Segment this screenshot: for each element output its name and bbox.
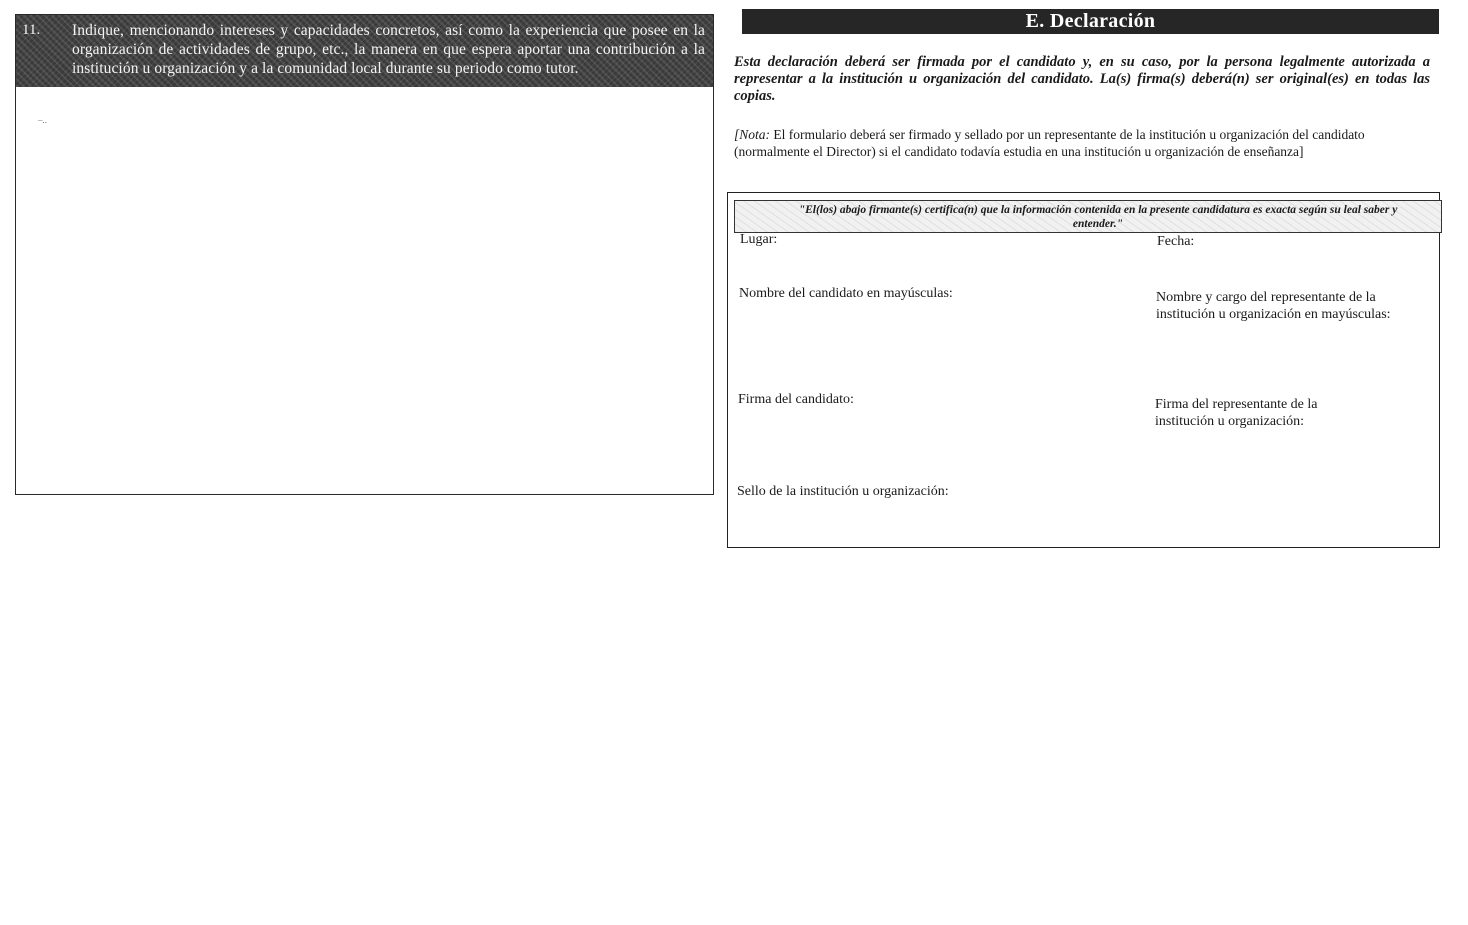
seal-field[interactable]: Sello de la institución u organización: [737,484,949,499]
answer-area[interactable] [16,87,713,494]
scan-speck-mark: –.. [38,115,47,125]
representative-signature-field[interactable]: Firma del representante de la institución u organización: [1155,397,1318,429]
question-11-prompt: Indique, mencionando intereses y capacidades concretos, así como la experiencia que posee en la organización de actividades de grupo, etc., la manera en que espera aportar una contribución a la institución u organización y a la comunidad local durante su periodo como tutor. [72,22,705,77]
note-label: [Nota: [734,127,771,142]
candidate-signature-field[interactable]: Firma del candidato: [738,392,854,407]
certification-statement: "El(los) abajo firmante(s) certifica(n) que la información contenida en la presente candidatura es exacta según su leal saber y entender." [734,200,1442,233]
candidate-name-field[interactable]: Nombre del candidato en mayúsculas: [739,286,953,301]
fecha-field[interactable]: Fecha: [1157,234,1195,249]
declaration-intro: Esta declaración deberá ser firmada por el candidato y, en su caso, por la persona legalmente autorizada a representar a la institución u organización del candidato. La(s) firma(s) deberá(n) ser original(es) en todas las copias. [734,54,1430,104]
lugar-field[interactable]: Lugar: [740,232,778,247]
section-title: E. Declaración [742,9,1439,34]
declaration-note [734,126,1414,160]
representative-name-field[interactable]: Nombre y cargo del representante de la institución u organización en mayúsculas: [1156,290,1391,322]
question-11-panel [15,14,714,495]
declaration-form [727,192,1440,548]
note-body: El formulario deberá ser firmado y sellado por un representante de la institución u organización del candidato (normalmente el Director) si el candidato todavía estudia en una institución u organización de enseñanza] [734,127,1365,159]
question-number: 11. [22,22,41,38]
question-11-header [16,15,713,87]
